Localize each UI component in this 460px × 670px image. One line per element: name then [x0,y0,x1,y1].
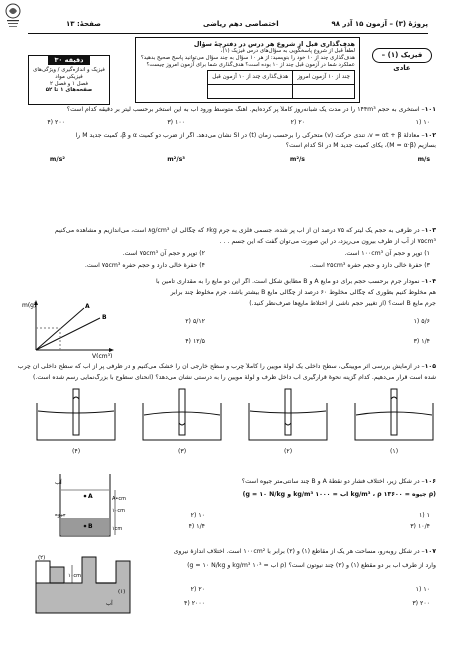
question-104-line2: هم مخلوط کنیم بطوری که چگالی مخلوط ۶۰ درصد از چگالی مایع B بیشتر باشد، جرم مخلوط چند برابر [170,289,436,296]
header-page: صفحهٔ: ۱۳ [66,20,101,28]
container-4 [37,389,115,440]
line-b [36,318,100,350]
option[interactable]: (۴) [72,448,81,455]
option[interactable]: ۲) ۲۰ [190,586,205,593]
option[interactable]: ۳) ۱۰/۴ [410,523,430,530]
goal-title: هدف‌گذاری قبل از شروع هر درس در دفترچهٔ سؤال [193,40,355,48]
capillary-options-figure [35,385,435,447]
section-2-label: (۲) [38,555,46,561]
goal-table [207,70,355,99]
mercury-label: جیوه [55,512,66,518]
header-title: پروژهٔ (۳) – آزمون ۱۵ آذر ۹۸ [331,20,428,28]
dim-top-label: A•cm [112,496,126,502]
question-106-line2: (ρ جیوه = ۱۳۶۰۰ kg/m³ ، ρ آب = ۱۰۰۰ kg/m³ و g = ۱۰ N/kg) [242,491,436,498]
goal-input-today[interactable] [293,85,355,99]
question-107-line2: وارد از طرف آب بر دو مقطع (۱) و (۲) چند نیوتون است؟ (ρ آب = ۱۰³ kg/m³ و g = ۱۰ N/kg) [187,562,436,569]
time-pages: صفحه‌های ۱ تا ۵۲ [45,87,93,94]
question-107: ۱۰۷– در شکل روبه‌رو، مساحت هر یک از مقاطع (۱) و (۲) برابر با ۱۰۰cm² است. اختلاف اندازهٔ نیروی [173,548,436,555]
question-102: ۱۰۲– معادلهٔ v = αt + β، تندی حرکت (v) متحرکی را برحسب زمان (t) در SI نشان می‌دهد. اگر از ضرب دو کمیت α و β، کمیت جدید M را [75,132,436,139]
option[interactable]: ۳) حفرهٔ خالی دارد و حجم حفره ۲۵cm³ است. [309,262,430,269]
option[interactable]: ۴) حفرهٔ خالی دارد و حجم حفره ۷۵cm³ است. [84,262,205,269]
section-badge: فیزیک (۱) – عادی [372,48,432,63]
question-104-line3: جرم مایع B است؟ (از تغییر حجم ناشی از اختلاط مایع‌ها صرف‌نظر کنید.) [249,300,436,307]
container-3 [143,389,221,440]
question-105: ۱۰۵– در آزمایش بررسی اثر مویینگی، سطح داخلی یک لولهٔ مویین را کاملاً چرب و سطح خارجی آن را خشک می‌کنیم و در ظرفی پر از آب که سطح داخلی آن چرب [17,363,436,370]
point-b [84,525,87,528]
option[interactable]: (۱) [390,448,399,455]
question-102-line2: بسازیم (M = α·β)، یکای کمیت جدید M در SI کدام است؟ [285,142,436,149]
section-1-label: (۱) [118,589,126,595]
option[interactable]: m²/s³ [167,156,185,163]
q105-options [0,448,460,458]
goal-line-1: لطفاً قبل از شروع پاسخگویی به سؤال‌های درس فیزیک (۱)، [220,48,355,54]
axis-y-label: m(g) [22,302,37,309]
series-a-label: A [85,303,90,310]
option[interactable]: ۴) ۲۰۰ [47,119,65,126]
option[interactable]: ۲) ۵/۱۲ [185,318,205,325]
q102-options [0,156,460,170]
goal-line-2: هدف‌گذاری چند از ۱۰ خود را بنویسید: از هر ۱۰ سؤال به چند سؤال می‌توانید پاسخ صحیح بدهید؟ [140,54,355,61]
time-label: ۳۰ دقیقه [48,55,90,65]
header-subject: اختصاصی دهم ریاضی [203,20,279,28]
q101-options [0,119,460,129]
option[interactable]: ۳) ۱۰۰ [167,119,185,126]
container-2 [249,389,327,440]
option[interactable]: ۲) توپر و حجم آن ۷۵cm³ است. [122,250,205,257]
option[interactable]: ۱) ۱ [418,512,430,519]
school-logo-icon [3,2,23,30]
option[interactable]: ۱) ۱۰ [415,586,430,593]
time-topic-3: فصل ۱ و فصل ۲ [50,80,88,87]
time-topic-2: فیزیکی مواد [55,73,83,80]
option[interactable]: ۳) ۱/۴ [413,338,430,345]
option[interactable]: (۳) [178,448,187,455]
question-105-line2: شده است قرار می‌دهیم. کدام گزینه نحوهٔ قرارگیری آب داخل ظرف و لولهٔ مویین را به درستی نشان می‌دهد؟ (انحنای سطوح با بزرگ‌نمایی رسم شده است.) [33,374,436,381]
goal-setting-box [135,37,360,103]
vessel-figure [28,553,138,619]
option[interactable]: ۴) ۲۰۰۰ [184,600,205,607]
option[interactable]: ۲) ۲۰ [290,119,305,126]
point-a [84,495,87,498]
option[interactable]: ۱) توپر و حجم آن ۱۰۰cm³ است. [344,250,430,257]
option[interactable]: ۳) ۲۰۰ [412,600,430,607]
option[interactable]: ۲) ۱۰ [190,512,205,519]
option[interactable]: ۱) ۱۰ [415,119,430,126]
pressure-figure [55,470,130,542]
option[interactable]: ۴) ۱۲/۵ [185,338,205,345]
height-label: ۱۰cm [68,573,81,579]
question-106: ۱۰۶– در شکل زیر، اختلاف فشار دو نقطهٔ A و B چند سانتی‌متر جیوه است؟ [241,478,436,485]
time-box [28,55,110,105]
page-header [18,16,428,34]
q103-options [0,250,460,272]
question-103: ۱۰۳– در ظرفی به حجم یک لیتر که ۷۵ درصد آن از آب پر شده، جسمی فلزی به جرم ۶kg که چگالی آن ۸g/cm³ است، می‌اندازیم و مشاهده می‌کنیم [54,227,436,234]
option[interactable]: ۱) ۵/۶ [413,318,430,325]
time-topic-1: فیزیک و اندازه‌گیری / ویژگی‌های [33,67,105,74]
question-104: ۱۰۴– نمودار جرم برحسب حجم برای دو مایع A و B مطابق شکل است. اگر این دو مایع را به مقداری تامین با [155,278,436,285]
option[interactable]: (۲) [284,448,293,455]
point-b-label: B [88,523,93,530]
option[interactable]: m/s [417,156,430,163]
header-rule [28,33,428,34]
question-101: ۱۰۱– استخری به حجم ۱۴۴m³ را در مدت یک شبانه‌روز کاملاً پر کرده‌ایم. آهنگ متوسط ورود آب به این استخر برحسب لیتر بر دقیقه کدام است؟ [66,106,436,113]
goal-header-previous: هدف‌گذاری چند از ۱۰ آزمون قبل [208,71,293,85]
question-103-line2: ۷۵cm³ از آب از ظرف بیرون می‌ریزد، در این صورت می‌توان گفت که این جسم . . . [219,238,436,245]
goal-line-3: عملکرد شما در آزمون قبل چند از ۱۰ بوده است؟ هدف‌گذاری شما برای آزمون امروز چیست؟ [146,61,355,68]
option[interactable]: m/s² [49,156,65,163]
axis-x-label: V(cm³) [92,353,113,358]
water-label: آب [106,601,113,607]
goal-header-today: چند از ۱۰ آزمون امروز [293,71,355,85]
series-b-label: B [102,314,107,321]
point-a-label: A [88,493,93,500]
height-2-label: ۱cm [112,526,123,532]
container-1 [355,389,433,440]
option[interactable]: ۴) ۱/۴ [188,523,205,530]
goal-input-previous[interactable] [208,85,293,99]
water-label: آب [55,480,62,486]
option[interactable]: m²/s [289,156,305,163]
mass-volume-graph [22,298,117,358]
height-1-label: ۱۰cm [112,508,125,514]
